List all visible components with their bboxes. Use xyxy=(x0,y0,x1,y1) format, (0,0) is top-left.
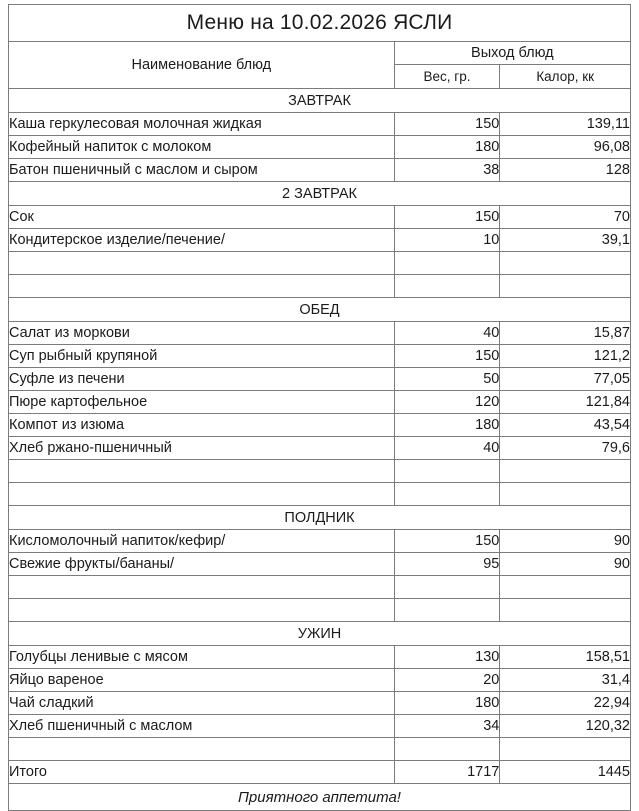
dish-calories: 121,84 xyxy=(500,391,631,414)
dish-weight: 34 xyxy=(394,715,500,738)
spacer-row xyxy=(9,460,631,483)
column-header-calories: Калор, кк xyxy=(500,65,631,89)
dish-name: Компот из изюма xyxy=(9,414,395,437)
table-row xyxy=(9,414,631,437)
dish-calories: 77,05 xyxy=(500,368,631,391)
dish-name: Свежие фрукты/бананы/ xyxy=(9,553,395,576)
dish-weight: 180 xyxy=(394,414,500,437)
table-row xyxy=(9,229,631,252)
dish-calories: 15,87 xyxy=(500,322,631,345)
spacer-cell xyxy=(394,483,500,506)
spacer-cell xyxy=(500,483,631,506)
dish-calories: 128 xyxy=(500,159,631,182)
spacer-row xyxy=(9,483,631,506)
table-row xyxy=(9,345,631,368)
dish-name: Хлеб ржано-пшеничный xyxy=(9,437,395,460)
menu-table xyxy=(8,4,631,811)
dish-calories: 96,08 xyxy=(500,136,631,159)
dish-weight: 180 xyxy=(394,136,500,159)
dish-calories: 70 xyxy=(500,206,631,229)
dish-calories: 79,6 xyxy=(500,437,631,460)
table-row xyxy=(9,368,631,391)
dish-name: Кондитерское изделие/печение/ xyxy=(9,229,395,252)
dish-weight: 95 xyxy=(394,553,500,576)
page-title: Меню на 10.02.2026 ЯСЛИ xyxy=(9,5,631,42)
table-row xyxy=(9,391,631,414)
table-row xyxy=(9,669,631,692)
spacer-cell xyxy=(394,738,500,761)
section-title: ОБЕД xyxy=(9,298,631,322)
section-title: УЖИН xyxy=(9,622,631,646)
dish-weight: 150 xyxy=(394,206,500,229)
spacer-cell xyxy=(500,252,631,275)
spacer-cell xyxy=(500,738,631,761)
dish-calories: 139,11 xyxy=(500,113,631,136)
dish-calories: 43,54 xyxy=(500,414,631,437)
table-row xyxy=(9,692,631,715)
total-row xyxy=(9,761,631,784)
spacer-cell xyxy=(394,576,500,599)
dish-name: Батон пшеничный с маслом и сыром xyxy=(9,159,395,182)
dish-calories: 22,94 xyxy=(500,692,631,715)
section-header-row xyxy=(9,622,631,646)
dish-name: Чай сладкий xyxy=(9,692,395,715)
spacer-cell xyxy=(394,252,500,275)
spacer-cell xyxy=(9,483,395,506)
table-row xyxy=(9,159,631,182)
dish-weight: 10 xyxy=(394,229,500,252)
dish-name: Сок xyxy=(9,206,395,229)
spacer-cell xyxy=(9,460,395,483)
section-header-row xyxy=(9,506,631,530)
dish-calories: 31,4 xyxy=(500,669,631,692)
dish-calories: 90 xyxy=(500,530,631,553)
table-row xyxy=(9,530,631,553)
table-row xyxy=(9,136,631,159)
spacer-cell xyxy=(394,275,500,298)
dish-name: Суп рыбный крупяной xyxy=(9,345,395,368)
spacer-cell xyxy=(394,460,500,483)
dish-weight: 150 xyxy=(394,345,500,368)
column-header-weight: Вес, гр. xyxy=(394,65,500,89)
spacer-row xyxy=(9,599,631,622)
dish-weight: 180 xyxy=(394,692,500,715)
dish-calories: 90 xyxy=(500,553,631,576)
footer-note: Приятного аппетита! xyxy=(9,784,631,811)
footer-row xyxy=(9,784,631,811)
dish-name: Кисломолочный напиток/кефир/ xyxy=(9,530,395,553)
dish-calories: 158,51 xyxy=(500,646,631,669)
dish-weight: 150 xyxy=(394,113,500,136)
spacer-row xyxy=(9,576,631,599)
dish-name: Хлеб пшеничный с маслом xyxy=(9,715,395,738)
title-row xyxy=(9,5,631,42)
dish-name: Голубцы ленивые с мясом xyxy=(9,646,395,669)
column-header-name: Наименование блюд xyxy=(9,42,395,89)
dish-calories: 121,2 xyxy=(500,345,631,368)
spacer-cell xyxy=(500,275,631,298)
dish-weight: 120 xyxy=(394,391,500,414)
dish-name: Салат из моркови xyxy=(9,322,395,345)
table-row xyxy=(9,646,631,669)
table-row xyxy=(9,437,631,460)
section-header-row xyxy=(9,182,631,206)
section-title: ПОЛДНИК xyxy=(9,506,631,530)
table-row xyxy=(9,206,631,229)
section-header-row xyxy=(9,298,631,322)
dish-weight: 38 xyxy=(394,159,500,182)
dish-weight: 40 xyxy=(394,437,500,460)
spacer-cell xyxy=(394,599,500,622)
dish-name: Пюре картофельное xyxy=(9,391,395,414)
section-title: ЗАВТРАК xyxy=(9,89,631,113)
table-row xyxy=(9,113,631,136)
total-calories: 1445 xyxy=(500,761,631,784)
spacer-cell xyxy=(9,599,395,622)
spacer-cell xyxy=(9,275,395,298)
dish-weight: 20 xyxy=(394,669,500,692)
dish-name: Яйцо вареное xyxy=(9,669,395,692)
total-weight: 1717 xyxy=(394,761,500,784)
section-header-row xyxy=(9,89,631,113)
spacer-row xyxy=(9,275,631,298)
dish-weight: 130 xyxy=(394,646,500,669)
spacer-cell xyxy=(9,738,395,761)
dish-calories: 39,1 xyxy=(500,229,631,252)
dish-name: Суфле из печени xyxy=(9,368,395,391)
spacer-cell xyxy=(9,252,395,275)
dish-calories: 120,32 xyxy=(500,715,631,738)
spacer-cell xyxy=(500,576,631,599)
spacer-cell xyxy=(500,460,631,483)
column-header-output: Выход блюд xyxy=(394,42,630,65)
dish-weight: 40 xyxy=(394,322,500,345)
spacer-row xyxy=(9,252,631,275)
spacer-row xyxy=(9,738,631,761)
dish-name: Каша геркулесовая молочная жидкая xyxy=(9,113,395,136)
spacer-cell xyxy=(500,599,631,622)
total-label: Итого xyxy=(9,761,395,784)
table-row xyxy=(9,553,631,576)
dish-weight: 50 xyxy=(394,368,500,391)
table-row xyxy=(9,715,631,738)
dish-weight: 150 xyxy=(394,530,500,553)
table-row xyxy=(9,322,631,345)
section-title: 2 ЗАВТРАК xyxy=(9,182,631,206)
dish-name: Кофейный напиток с молоком xyxy=(9,136,395,159)
header-row-top xyxy=(9,42,631,65)
spacer-cell xyxy=(9,576,395,599)
